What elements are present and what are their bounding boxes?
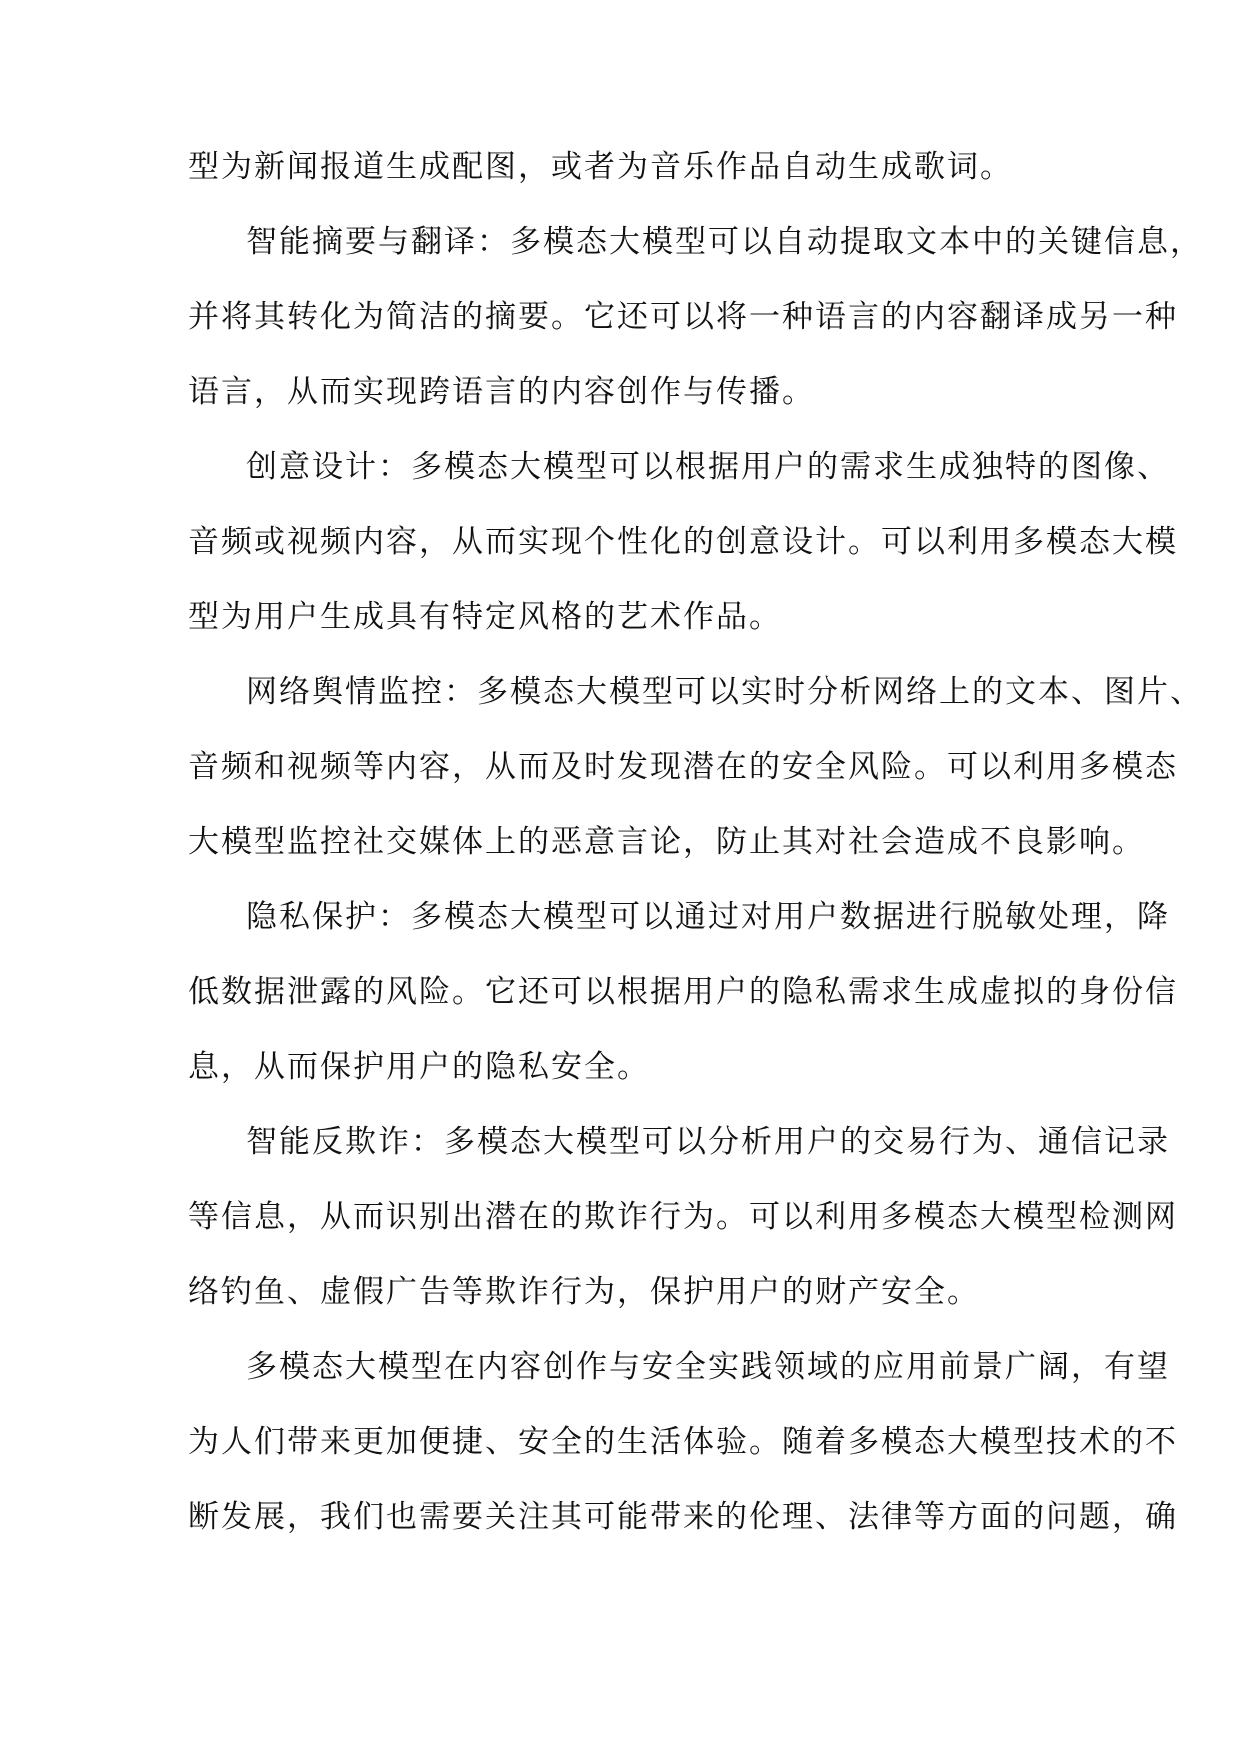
paragraph-start-line: 智能摘要与翻译：多模态大模型可以自动提取文本中的关键信息， — [246, 224, 1203, 260]
text-line: 断发展，我们也需要关注其可能带来的伦理、法律等方面的问题，确 — [188, 1499, 1178, 1535]
document-body — [188, 142, 1203, 1567]
paragraph-start-line: 创意设计：多模态大模型可以根据用户的需求生成独特的图像、 — [246, 449, 1170, 485]
text-line: 语言，从而实现跨语言的内容创作与传播。 — [188, 374, 815, 410]
text-line: 等信息，从而识别出潜在的欺诈行为。可以利用多模态大模型检测网 — [188, 1199, 1178, 1235]
text-line: 大模型监控社交媒体上的恶意言论，防止其对社会造成不良影响。 — [188, 824, 1145, 860]
text-line: 音频或视频内容，从而实现个性化的创意设计。可以利用多模态大模 — [188, 524, 1178, 560]
paragraph-start-line: 隐私保护：多模态大模型可以通过对用户数据进行脱敏处理，降 — [246, 899, 1170, 935]
text-line: 型为用户生成具有特定风格的艺术作品。 — [188, 599, 782, 635]
paragraph-start-line: 多模态大模型在内容创作与安全实践领域的应用前景广阔，有望 — [246, 1349, 1170, 1385]
paragraph-start-line: 网络舆情监控：多模态大模型可以实时分析网络上的文本、图片、 — [246, 674, 1203, 710]
text-line: 低数据泄露的风险。它还可以根据用户的隐私需求生成虚拟的身份信 — [188, 974, 1178, 1010]
text-line: 型为新闻报道生成配图，或者为音乐作品自动生成歌词。 — [188, 149, 1013, 185]
text-line: 络钓鱼、虚假广告等欺诈行为，保护用户的财产安全。 — [188, 1274, 980, 1310]
text-line: 并将其转化为简洁的摘要。它还可以将一种语言的内容翻译成另一种 — [188, 299, 1178, 335]
text-line: 息，从而保护用户的隐私安全。 — [188, 1049, 650, 1085]
paragraph-start-line: 智能反欺诈：多模态大模型可以分析用户的交易行为、通信记录 — [246, 1124, 1170, 1160]
text-line: 音频和视频等内容，从而及时发现潜在的安全风险。可以利用多模态 — [188, 749, 1178, 785]
text-line: 为人们带来更加便捷、安全的生活体验。随着多模态大模型技术的不 — [188, 1424, 1178, 1460]
